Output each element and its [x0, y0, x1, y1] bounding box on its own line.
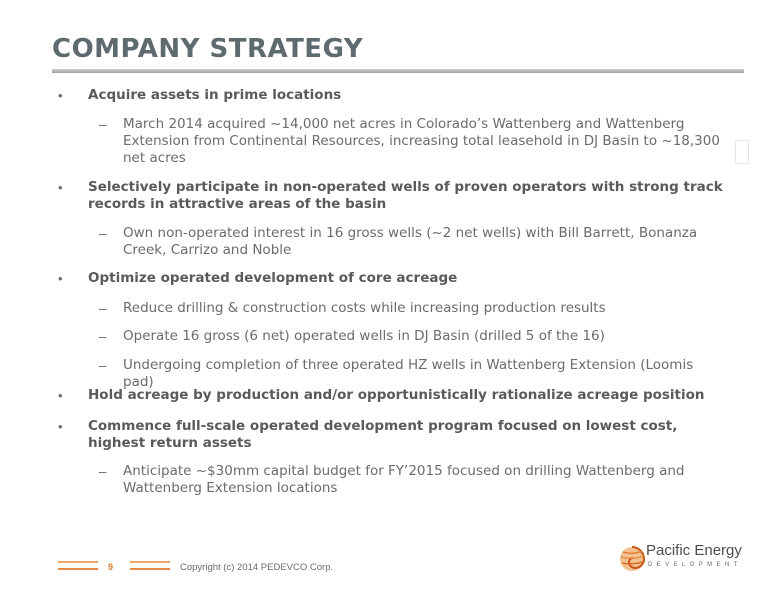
dash-marker: –	[99, 358, 107, 373]
bullet-marker: •	[58, 271, 63, 286]
strategy-subitem-2-1: Own non-operated interest in 16 gross wells (~2 net wells) with Bill Barrett, Bonanza Creek, Carrizo and Noble	[123, 225, 698, 258]
bullet-marker: •	[58, 180, 63, 195]
strategy-subitem-3-3: Undergoing completion of three operated HZ wells in Wattenberg Extension (Loomis pad)	[123, 357, 694, 390]
company-logo	[618, 539, 748, 579]
logo-tagline: DEVELOPMENT	[648, 562, 742, 568]
logo-name: Pacific Energy	[646, 542, 742, 559]
footer-accent-right	[130, 561, 170, 570]
copyright-text: Copyright (c) 2014 PEDEVCO Corp.	[180, 562, 334, 573]
strategy-item-3: Optimize operated development of core acreage	[88, 270, 458, 286]
bullet-marker: •	[58, 388, 63, 403]
bullet-marker: •	[58, 419, 63, 434]
title-divider	[52, 69, 744, 73]
strategy-subitem-3-1: Reduce drilling & construction costs while increasing production results	[123, 300, 606, 316]
strategy-subitem-5-1: Anticipate ~$30mm capital budget for FY’2015 focused on drilling Wattenberg and Wattenberg Extension locations	[123, 463, 685, 496]
footer-accent-left	[58, 561, 98, 570]
strategy-item-2: Selectively participate in non-operated wells of proven operators with strong track records in attractive areas of the basin	[88, 179, 723, 212]
strategy-subitem-3-2: Operate 16 gross (6 net) operated wells in DJ Basin (drilled 5 of the 16)	[123, 328, 605, 344]
dash-marker: –	[99, 464, 107, 479]
strategy-item-4: Hold acreage by production and/or opportunistically rationalize acreage position	[88, 387, 705, 403]
strategy-subitem-1-1: March 2014 acquired ~14,000 net acres in Colorado’s Wattenberg and Wattenberg Extension from Continental Resources, increasing total leasehold in DJ Basin to ~18,300 net acres	[123, 116, 720, 166]
dash-marker: –	[99, 226, 107, 241]
strategy-item-5: Commence full-scale operated development program focused on lowest cost, highest return assets	[88, 418, 678, 451]
dash-marker: –	[99, 329, 107, 344]
page-title: COMPANY STRATEGY	[52, 34, 364, 64]
edge-marker	[735, 140, 749, 164]
bullet-marker: •	[58, 88, 63, 103]
page-number: 9	[108, 562, 114, 572]
dash-marker: –	[99, 117, 107, 132]
strategy-item-1: Acquire assets in prime locations	[88, 87, 342, 103]
dash-marker: –	[99, 301, 107, 316]
shell-icon	[618, 543, 648, 577]
